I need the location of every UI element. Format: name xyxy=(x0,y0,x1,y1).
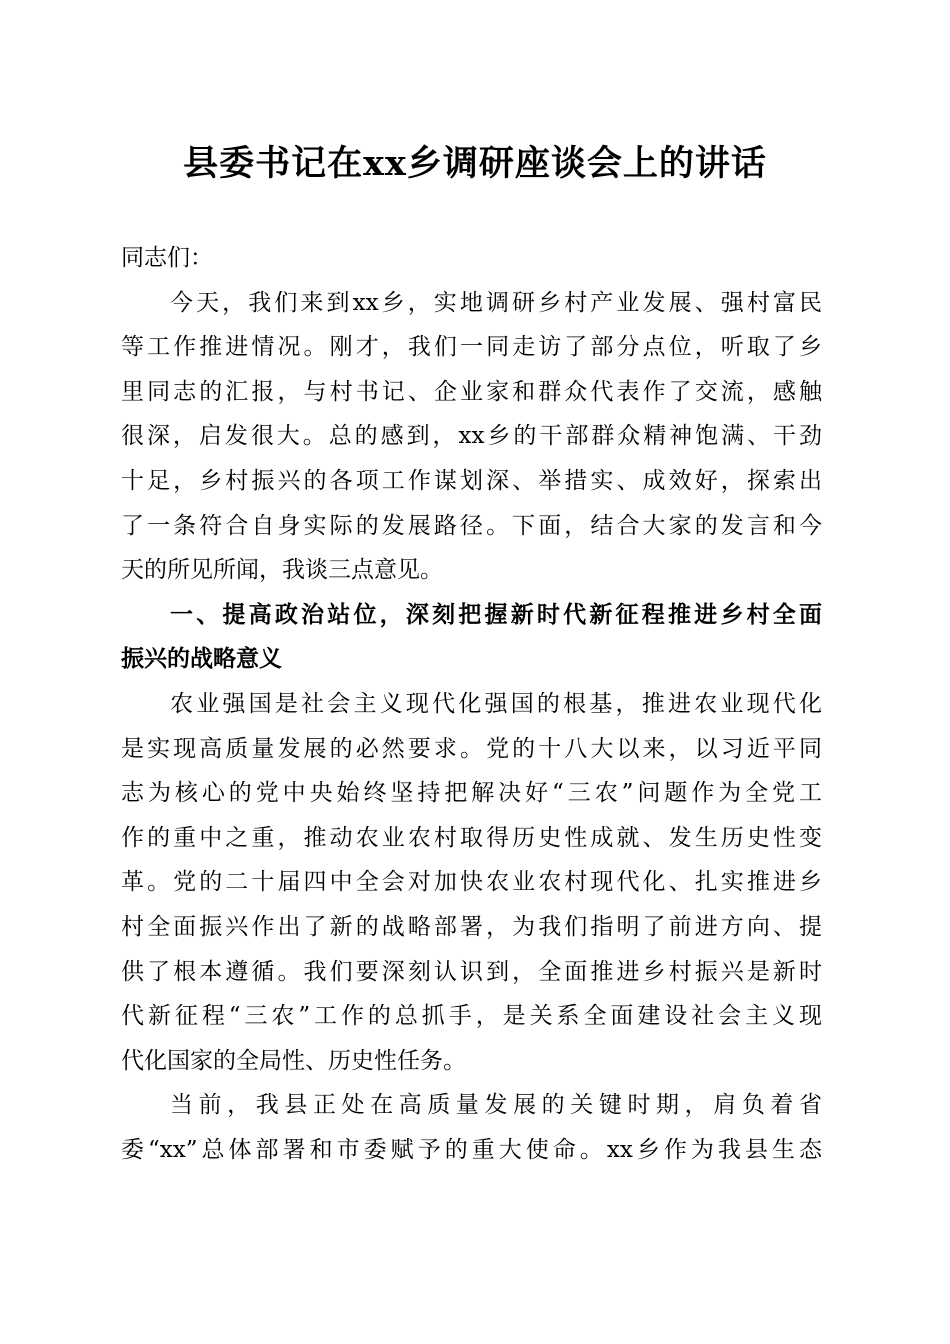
text-line: 了一条符合自身实际的发展路径。下面，结合大家的发言和今 xyxy=(121,512,822,539)
text-line: 里同志的汇报，与村书记、企业家和群众代表作了交流，感触 xyxy=(121,378,822,405)
text-line: 今天，我们来到xx乡，实地调研乡村产业发展、强村富民 xyxy=(170,289,822,316)
text-line: 振兴的战略意义 xyxy=(121,646,282,673)
text-line: 当前，我县正处在高质量发展的关键时期，肩负着省 xyxy=(170,1092,822,1119)
text-line: 农业强国是社会主义现代化强国的根基，推进农业现代化 xyxy=(170,690,822,717)
text-line: 革。党的二十届四中全会对加快农业农村现代化、扎实推进乡 xyxy=(121,869,822,896)
text-line: 村全面振兴作出了新的战略部署，为我们指明了前进方向、提 xyxy=(121,913,822,940)
text-line: 代化国家的全局性、历史性任务。 xyxy=(121,1047,466,1074)
text-line: 作的重中之重，推动农业农村取得历史性成就、发生历史性变 xyxy=(121,824,822,851)
text-line: 同志们： xyxy=(121,245,213,271)
text-line: 是实现高质量发展的必然要求。党的十八大以来，以习近平同 xyxy=(121,735,822,762)
text-line: 天的所见所闻，我谈三点意见。 xyxy=(121,557,443,584)
text-line: 一、提高政治站位，深刻把握新时代新征程推进乡村全面 xyxy=(170,601,822,628)
text-line: 志为核心的党中央始终坚持把解决好“三农”问题作为全党工 xyxy=(121,780,822,807)
salutation xyxy=(121,236,822,281)
section-heading xyxy=(121,593,822,682)
text-line: 很深，启发很大。总的感到，xx乡的干部群众精神饱满、干劲 xyxy=(121,423,822,450)
paragraph xyxy=(121,281,822,593)
document-body xyxy=(121,236,822,1172)
paragraph xyxy=(121,1083,822,1172)
text-line: 委“xx”总体部署和市委赋予的重大使命。xx乡作为我县生态 xyxy=(121,1136,822,1163)
text-line: 供了根本遵循。我们要深刻认识到，全面推进乡村振兴是新时 xyxy=(121,958,822,985)
text-line: 代新征程“三农”工作的总抓手，是关系全面建设社会主义现 xyxy=(121,1003,822,1030)
paragraph xyxy=(121,682,822,1083)
text-line: 等工作推进情况。刚才，我们一同走访了部分点位，听取了乡 xyxy=(121,334,822,361)
document-title: 县委书记在xx乡调研座谈会上的讲话 xyxy=(183,143,767,184)
text-line: 十足，乡村振兴的各项工作谋划深、举措实、成效好，探索出 xyxy=(121,467,822,494)
